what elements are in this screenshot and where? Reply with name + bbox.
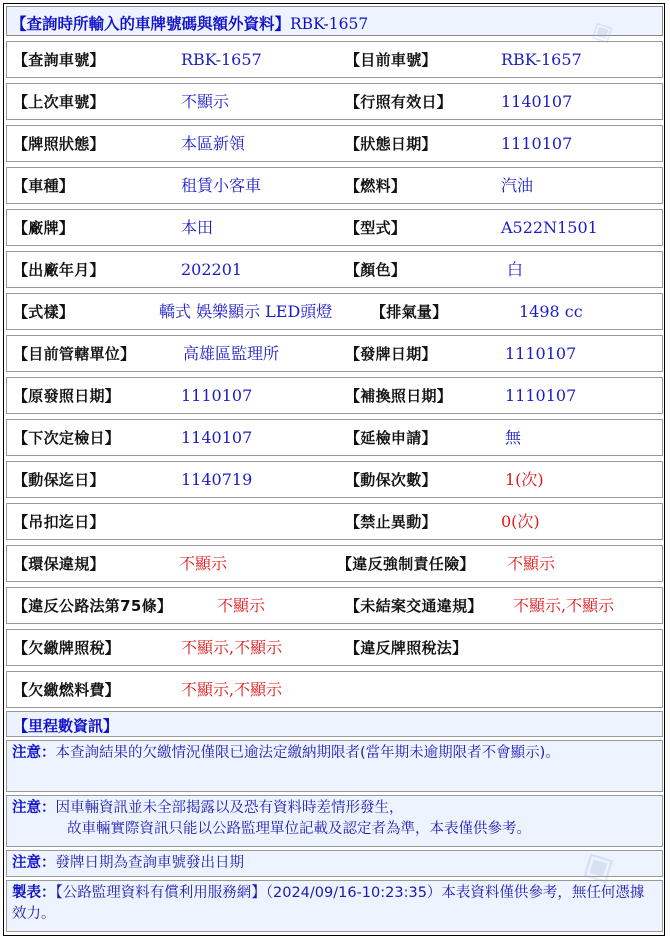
row-value: 本區新領 <box>181 134 246 153</box>
info-row <box>6 629 663 666</box>
row-value: A522N1501 <box>501 218 598 237</box>
section-title: 【里程數資訊】 <box>13 717 119 735</box>
row-value: 1110107 <box>505 386 577 405</box>
note-label: 注意： <box>12 800 56 816</box>
info-row <box>6 293 663 330</box>
header-title: 【查詢時所輸入的車牌號碼與額外資料】 <box>11 15 291 33</box>
row-value-alert: 不顯示,不顯示 <box>181 680 283 699</box>
note-text: 本查詢結果的欠繳情況僅限已逾法定繳納期限者(當年期未逾期限者不會顯示)。 <box>55 745 560 761</box>
row-label: 【動保迄日】 <box>13 471 105 489</box>
row-label: 【目前管轄單位】 <box>13 345 136 363</box>
note-generated <box>6 880 663 932</box>
row-value: 1110107 <box>181 386 253 405</box>
row-value: 白 <box>507 260 524 279</box>
row-value-alert: 不顯示,不顯示 <box>181 638 283 657</box>
row-value: 202201 <box>181 260 243 279</box>
note-overdue <box>6 740 663 792</box>
note-label: 製表： <box>12 885 56 901</box>
row-label: 【廠牌】 <box>13 219 75 237</box>
report-header <box>6 6 663 36</box>
row-value: 轎式 娛樂顯示 LED頭燈 <box>159 302 333 321</box>
info-row <box>6 671 663 708</box>
row-value: 1140107 <box>501 92 573 111</box>
row-label: 【補換照日期】 <box>345 387 453 405</box>
row-label: 【延檢申請】 <box>345 429 437 447</box>
row-value: RBK-1657 <box>501 50 582 69</box>
row-label: 【查詢車號】 <box>13 51 105 69</box>
info-row <box>6 41 663 78</box>
row-value: 1110107 <box>501 134 573 153</box>
row-label: 【未結案交通違規】 <box>345 597 483 615</box>
info-row <box>6 125 663 162</box>
row-value-alert: 不顯示,不顯示 <box>513 596 615 615</box>
row-label: 【違反強制責任險】 <box>337 555 475 573</box>
row-value-alert: 不顯示 <box>179 554 228 573</box>
info-row <box>6 461 663 498</box>
row-value: 1140107 <box>181 428 253 447</box>
row-label: 【牌照狀態】 <box>13 135 105 153</box>
row-value: RBK-1657 <box>181 50 262 69</box>
info-row <box>6 83 663 120</box>
row-value: 1498 cc <box>519 302 583 321</box>
info-row <box>6 251 663 288</box>
row-label: 【違反牌照稅法】 <box>345 639 468 657</box>
row-value: 租賃小客車 <box>181 176 262 195</box>
note-text: 【公路監理資料有償利用服務網】（2024/09/16-10:23:35）本表資料僅供參考，無任何憑據效力。 <box>12 885 645 922</box>
row-label: 【吊扣迄日】 <box>13 513 105 531</box>
row-label: 【車種】 <box>13 177 75 195</box>
row-value-alert: 0(次) <box>501 512 540 531</box>
row-label: 【違反公路法第75條】 <box>13 597 173 615</box>
watermark-mark-bottom: ◈ <box>570 835 624 896</box>
row-label: 【欠繳燃料費】 <box>13 681 121 699</box>
row-label: 【顏色】 <box>345 261 407 279</box>
note-label: 注意： <box>12 745 56 761</box>
row-value-alert: 1(次) <box>505 470 544 489</box>
row-value: 1110107 <box>505 344 577 363</box>
header-plate: RBK-1657 <box>290 15 369 33</box>
row-label: 【燃料】 <box>345 177 407 195</box>
row-label: 【欠繳牌照稅】 <box>13 639 121 657</box>
row-label: 【排氣量】 <box>371 303 448 321</box>
info-row <box>6 503 663 540</box>
info-row <box>6 587 663 624</box>
info-row <box>6 335 663 372</box>
row-value: 無 <box>505 428 522 447</box>
row-value: 1140719 <box>181 470 253 489</box>
row-label: 【上次車號】 <box>13 93 105 111</box>
note-label: 注意： <box>12 855 56 871</box>
note-issue-date <box>6 850 663 877</box>
row-label: 【動保次數】 <box>345 471 437 489</box>
mileage-section-header <box>6 711 663 737</box>
row-value: 汽油 <box>501 176 534 195</box>
row-label: 【下次定檢日】 <box>13 429 121 447</box>
row-value: 高雄區監理所 <box>183 344 280 363</box>
watermark-mark-top: ◈ <box>583 10 620 53</box>
note-text-line2: 故車輛實際資訊只能以公路監理單位記載及認定者為準，本表僅供參考。 <box>67 821 531 837</box>
row-label: 【型式】 <box>345 219 407 237</box>
info-row <box>6 209 663 246</box>
row-label: 【禁止異動】 <box>345 513 437 531</box>
note-text: 發牌日期為查詢車號發出日期 <box>55 855 244 871</box>
row-label: 【發牌日期】 <box>345 345 437 363</box>
row-label: 【出廠年月】 <box>13 261 105 279</box>
row-value-alert: 不顯示 <box>507 554 556 573</box>
row-value-alert: 不顯示 <box>217 596 266 615</box>
row-label: 【式樣】 <box>13 303 75 321</box>
row-value: 本田 <box>181 218 214 237</box>
row-value: 不顯示 <box>181 92 230 111</box>
info-row <box>6 545 663 582</box>
row-label: 【行照有效日】 <box>345 93 453 111</box>
row-label: 【原發照日期】 <box>13 387 121 405</box>
note-disclaimer <box>6 795 663 847</box>
note-text: 因車輛資訊並未全部揭露以及恐有資料時差情形發生， <box>55 800 404 816</box>
row-label: 【環保違規】 <box>13 555 105 573</box>
info-row <box>6 167 663 204</box>
info-row <box>6 419 663 456</box>
row-label: 【狀態日期】 <box>345 135 437 153</box>
row-label: 【目前車號】 <box>345 51 437 69</box>
info-row <box>6 377 663 414</box>
